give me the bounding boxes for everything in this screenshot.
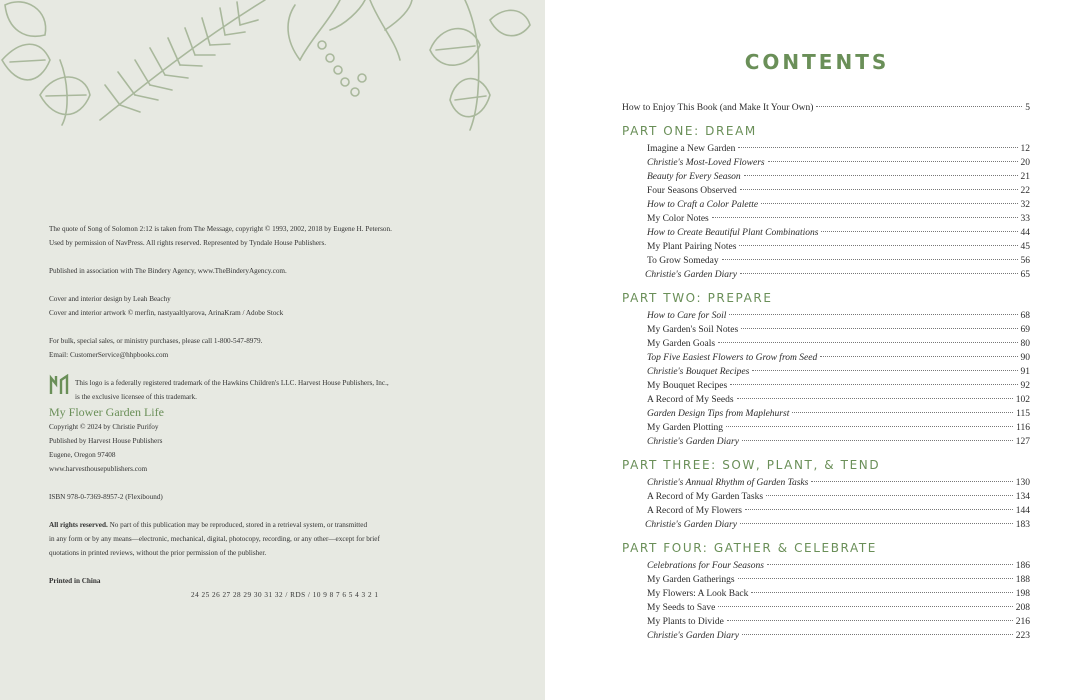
toc-entry-page: 188 xyxy=(1015,575,1030,585)
quote-credit-line-1: The quote of Song of Solomon 2:12 is taken from The Message, copyright © 1993, 2002, 2018 by Eugene H. Peterson. xyxy=(49,225,392,233)
toc-entry-page: 90 xyxy=(1020,353,1030,363)
toc-entry xyxy=(622,587,1030,601)
toc-entry xyxy=(622,435,1030,449)
toc-entry-page: 5 xyxy=(1025,103,1030,113)
toc-entry-title: Four Seasons Observed xyxy=(647,186,737,196)
toc-entry-title: Christie's Garden Diary xyxy=(647,437,739,447)
toc-entry-title: My Flowers: A Look Back xyxy=(647,589,749,599)
toc-entry-title: Christie's Garden Diary xyxy=(645,270,737,280)
toc-entry xyxy=(622,601,1030,615)
toc-entry xyxy=(622,573,1030,587)
artwork-credit: Cover and interior artwork © merfin, nastyaaltlyarova, ArinaKram / Adobe Stock xyxy=(49,309,284,317)
toc-entry-page: 115 xyxy=(1016,409,1030,419)
dot-leader xyxy=(718,342,1017,343)
toc-entry-title: Beauty for Every Season xyxy=(647,172,741,182)
toc-entry-title: Christie's Most-Loved Flowers xyxy=(647,158,765,168)
toc-entry xyxy=(622,393,1030,407)
part-four-heading: PART FOUR: GATHER & CELEBRATE xyxy=(622,541,877,555)
dot-leader xyxy=(742,634,1013,635)
dot-leader xyxy=(739,245,1017,246)
toc-entry-title: How to Enjoy This Book (and Make It Your Own) xyxy=(622,103,814,113)
dot-leader xyxy=(742,440,1013,441)
toc-entry xyxy=(622,421,1030,435)
dot-leader xyxy=(820,356,1017,357)
toc-entry-page: 92 xyxy=(1020,381,1030,391)
toc-entry-page: 21 xyxy=(1020,172,1030,182)
toc-entry-title: Celebrations for Four Seasons xyxy=(647,561,764,571)
toc-entry-title: Christie's Garden Diary xyxy=(645,520,737,530)
toc-entry xyxy=(622,226,1030,240)
toc-entry-page: 198 xyxy=(1015,589,1030,599)
dot-leader xyxy=(740,523,1013,524)
toc-entry-title: How to Craft a Color Palette xyxy=(647,200,759,210)
table-of-contents xyxy=(622,101,1030,643)
toc-entry-title: My Garden's Soil Notes xyxy=(647,325,739,335)
dot-leader xyxy=(738,578,1013,579)
bulk-sales-line: For bulk, special sales, or ministry purchases, please call 1-800-547-8979. xyxy=(49,337,263,345)
toc-entry-page: 102 xyxy=(1015,395,1030,405)
toc-entry xyxy=(622,170,1030,184)
dot-leader xyxy=(718,606,1012,607)
dot-leader xyxy=(726,426,1013,427)
dot-leader xyxy=(727,620,1013,621)
toc-entry-page: 56 xyxy=(1020,256,1030,266)
dot-leader xyxy=(712,217,1018,218)
rights-bold: All rights reserved. xyxy=(49,521,108,529)
toc-entry-page: 80 xyxy=(1020,339,1030,349)
toc-entry-page: 12 xyxy=(1020,144,1030,154)
toc-entry-title: Imagine a New Garden xyxy=(647,144,736,154)
dot-leader xyxy=(737,398,1013,399)
trademark-line-2: is the exclusive licensee of this trademark. xyxy=(75,393,197,401)
copyright-line: Copyright © 2024 by Christie Purifoy xyxy=(49,423,159,431)
toc-entry-page: 186 xyxy=(1015,561,1030,571)
toc-entry-page: 130 xyxy=(1015,478,1030,488)
toc-entry-page: 91 xyxy=(1020,367,1030,377)
dot-leader xyxy=(741,328,1017,329)
rights-text: No part of this publication may be reproduced, stored in a retrieval system, or transmitted xyxy=(107,521,368,529)
toc-entry xyxy=(622,309,1030,323)
toc-entry-page: 33 xyxy=(1020,214,1030,224)
dot-leader xyxy=(729,314,1017,315)
publisher-logo-icon xyxy=(49,374,69,396)
toc-entry-page: 223 xyxy=(1015,631,1030,641)
toc-entry-title: A Record of My Flowers xyxy=(647,506,742,516)
toc-entry-page: 45 xyxy=(1020,242,1030,252)
toc-entry-page: 69 xyxy=(1020,325,1030,335)
toc-entry-title: Christie's Annual Rhythm of Garden Tasks xyxy=(647,478,809,488)
dot-leader xyxy=(752,370,1017,371)
toc-entry-title: How to Create Beautiful Plant Combinations xyxy=(647,228,819,238)
toc-entry xyxy=(622,365,1030,379)
isbn-line: ISBN 978-0-7369-8957-2 (Flexibound) xyxy=(49,493,163,501)
toc-entry xyxy=(622,559,1030,573)
toc-entry-page: 183 xyxy=(1015,520,1030,530)
toc-entry xyxy=(622,212,1030,226)
quote-credit-line-2: Used by permission of NavPress. All rights reserved. Represented by Tyndale House Publishers. xyxy=(49,239,327,247)
rights-line-1 xyxy=(49,518,429,532)
dot-leader xyxy=(745,509,1013,510)
printed-in: Printed in China xyxy=(49,577,101,585)
dot-leader xyxy=(761,203,1017,204)
toc-entry xyxy=(622,476,1030,490)
toc-entry-page: 68 xyxy=(1020,311,1030,321)
toc-entry-page: 134 xyxy=(1015,492,1030,502)
toc-entry-title: My Garden Goals xyxy=(647,339,716,349)
toc-entry-title: My Garden Plotting xyxy=(647,423,723,433)
toc-entry-title: How to Care for Soil xyxy=(647,311,727,321)
dot-leader xyxy=(722,259,1018,260)
toc-entry xyxy=(622,268,1030,282)
toc-entry-page: 20 xyxy=(1020,158,1030,168)
toc-entry-title: To Grow Someday xyxy=(647,256,719,266)
toc-entry xyxy=(622,198,1030,212)
city-line: Eugene, Oregon 97408 xyxy=(49,451,116,459)
toc-entry-page: 22 xyxy=(1020,186,1030,196)
dot-leader xyxy=(738,147,1017,148)
toc-entry-page: 32 xyxy=(1020,200,1030,210)
toc-entry-title: My Seeds to Save xyxy=(647,603,716,613)
part-one-heading: PART ONE: DREAM xyxy=(622,124,757,138)
toc-entry-title: My Color Notes xyxy=(647,214,709,224)
rights-line-3: quotations in printed reviews, without the prior permission of the publisher. xyxy=(49,549,267,557)
trademark-line-1: This logo is a federally registered trademark of the Hawkins Children's LLC. Harvest House Publishers, Inc., xyxy=(75,379,389,387)
toc-entry xyxy=(622,184,1030,198)
toc-entry-title: My Garden Gatherings xyxy=(647,575,735,585)
toc-entry xyxy=(622,379,1030,393)
toc-entry xyxy=(622,504,1030,518)
toc-entry xyxy=(622,629,1030,643)
toc-entry xyxy=(622,407,1030,421)
toc-entry-page: 127 xyxy=(1015,437,1030,447)
toc-entry-title: Christie's Bouquet Recipes xyxy=(647,367,750,377)
copyright-text xyxy=(49,222,429,602)
print-code: 24 25 26 27 28 29 30 31 32 / RDS / 10 9 8 7 6 5 4 3 2 1 xyxy=(191,591,379,599)
dot-leader xyxy=(767,564,1013,565)
dot-leader xyxy=(751,592,1012,593)
botanical-illustration xyxy=(0,0,545,140)
toc-entry xyxy=(622,337,1030,351)
toc-entry xyxy=(622,518,1030,532)
toc-entry-page: 216 xyxy=(1015,617,1030,627)
toc-entry-title: A Record of My Seeds xyxy=(647,395,734,405)
toc-entry xyxy=(622,615,1030,629)
dot-leader xyxy=(811,481,1012,482)
toc-entry-title: My Plant Pairing Notes xyxy=(647,242,737,252)
publisher-line: Published by Harvest House Publishers xyxy=(49,437,163,445)
toc-entry-page: 44 xyxy=(1020,228,1030,238)
toc-entry-title: Garden Design Tips from Maplehurst xyxy=(647,409,790,419)
toc-entry-title: Top Five Easiest Flowers to Grow from Seed xyxy=(647,353,818,363)
rights-line-2: in any form or by any means—electronic, mechanical, digital, photocopy, recording, or any other—except for brief xyxy=(49,535,380,543)
dot-leader xyxy=(766,495,1013,496)
dot-leader xyxy=(792,412,1013,413)
website-line: www.harvesthousepublishers.com xyxy=(49,465,148,473)
book-title: My Flower Garden Life xyxy=(49,405,164,419)
toc-entry-title: My Plants to Divide xyxy=(647,617,724,627)
part-three-heading: PART THREE: SOW, PLANT, & TEND xyxy=(622,458,881,472)
dot-leader xyxy=(730,384,1017,385)
dot-leader xyxy=(740,189,1018,190)
toc-entry-page: 208 xyxy=(1015,603,1030,613)
dot-leader xyxy=(768,161,1018,162)
toc-entry xyxy=(622,142,1030,156)
contents-title: CONTENTS xyxy=(744,50,890,74)
toc-entry-title: Christie's Garden Diary xyxy=(647,631,739,641)
email-line: Email: CustomerService@hhpbooks.com xyxy=(49,351,169,359)
design-credit: Cover and interior design by Leah Beachy xyxy=(49,295,171,303)
agency-line: Published in association with The Bindery Agency, www.TheBinderyAgency.com. xyxy=(49,267,287,275)
toc-entry xyxy=(622,156,1030,170)
toc-entry-title: My Bouquet Recipes xyxy=(647,381,728,391)
toc-entry xyxy=(622,240,1030,254)
dot-leader xyxy=(816,106,1022,107)
toc-entry xyxy=(622,351,1030,365)
toc-entry-page: 65 xyxy=(1020,270,1030,280)
logo-trademark-block xyxy=(49,376,429,404)
toc-entry-page: 144 xyxy=(1015,506,1030,516)
toc-entry-page: 116 xyxy=(1016,423,1030,433)
dot-leader xyxy=(744,175,1018,176)
toc-entry xyxy=(622,254,1030,268)
toc-entry-title: A Record of My Garden Tasks xyxy=(647,492,764,502)
toc-entry xyxy=(622,490,1030,504)
toc-entry-intro xyxy=(622,101,1030,115)
toc-entry xyxy=(622,323,1030,337)
dot-leader xyxy=(821,231,1017,232)
dot-leader xyxy=(740,273,1018,274)
part-two-heading: PART TWO: PREPARE xyxy=(622,291,773,305)
